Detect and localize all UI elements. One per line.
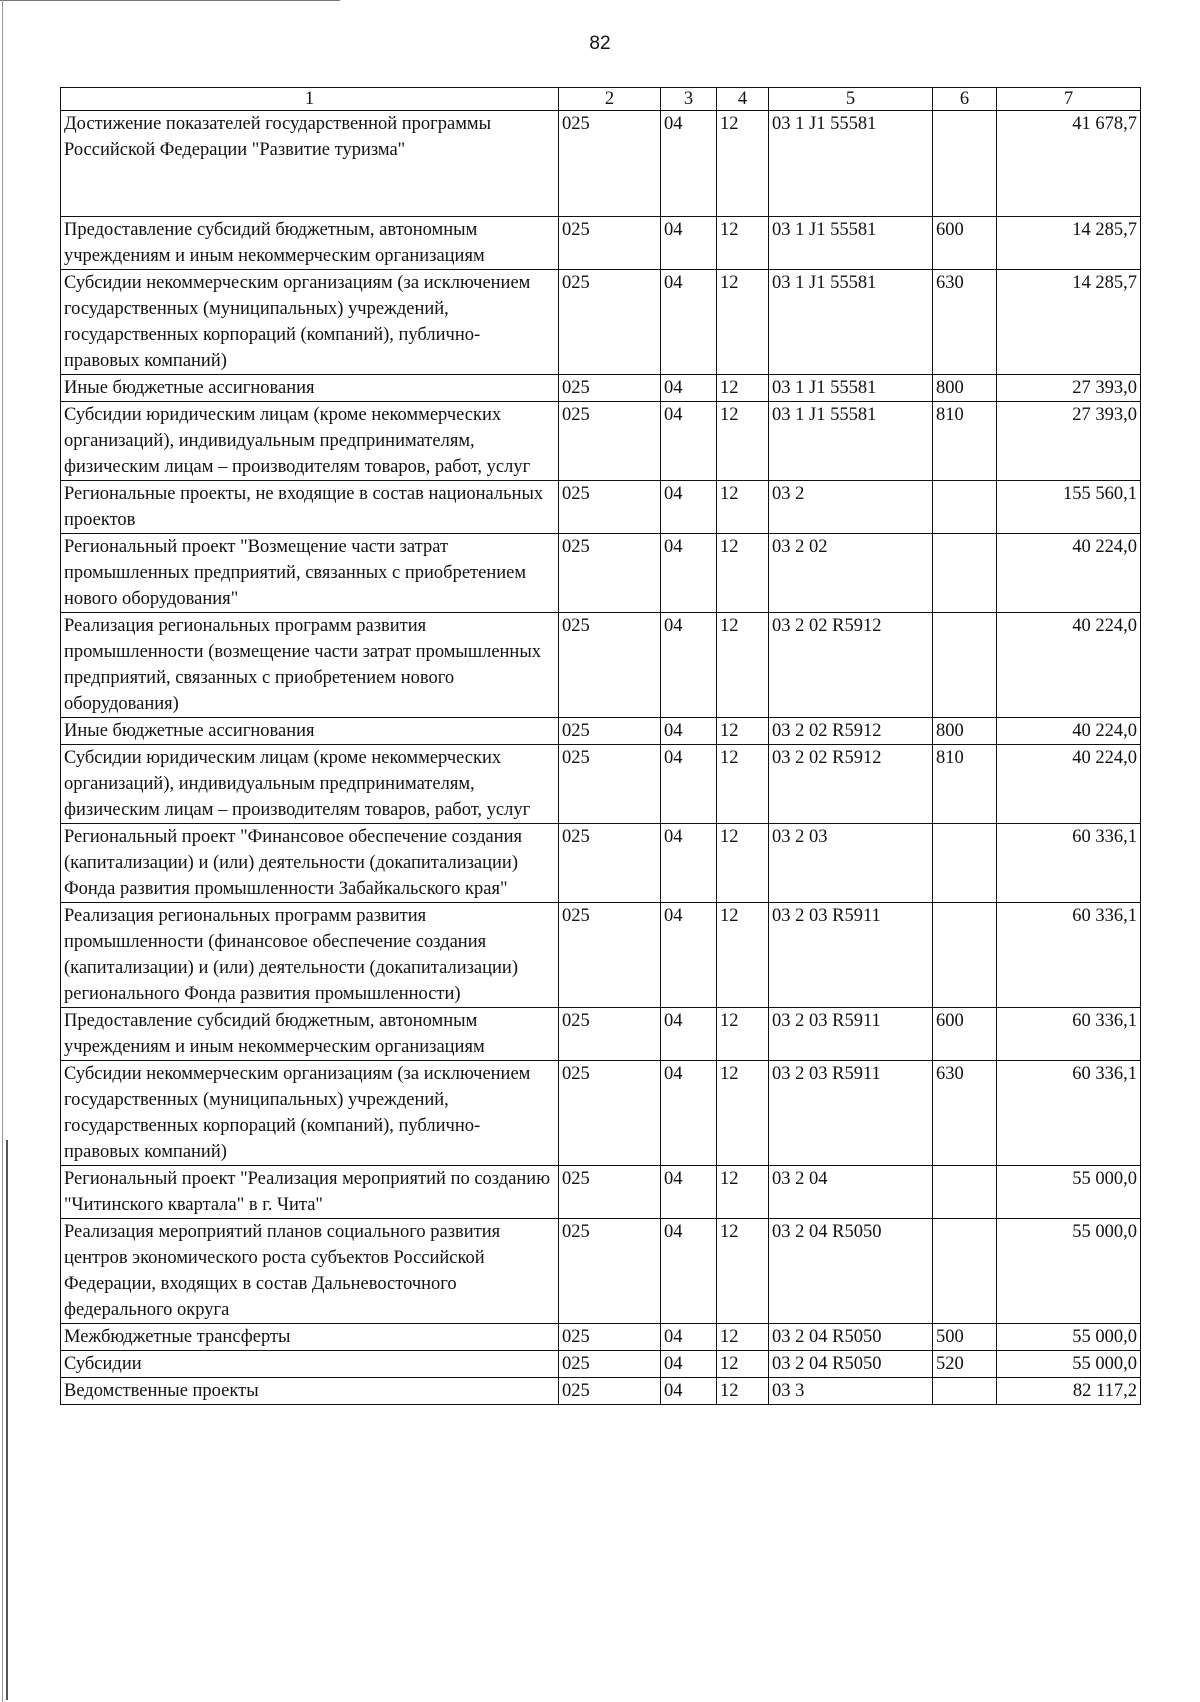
code-col-3: 04: [661, 217, 717, 270]
code-col-2: 025: [559, 375, 661, 402]
code-col-4: 12: [717, 1351, 769, 1378]
header-row: [61, 88, 1141, 111]
code-col-2: 025: [559, 1166, 661, 1219]
code-col-2: 025: [559, 613, 661, 718]
code-col-4: 12: [717, 217, 769, 270]
code-col-4: 12: [717, 375, 769, 402]
code-col-5: 03 2 04 R5050: [769, 1324, 933, 1351]
amount: 14 285,7: [997, 217, 1141, 270]
amount: 60 336,1: [997, 1061, 1141, 1166]
code-col-2: 025: [559, 111, 661, 217]
code-col-2: 025: [559, 534, 661, 613]
amount: 40 224,0: [997, 534, 1141, 613]
code-col-5: 03 2 02 R5912: [769, 745, 933, 824]
code-col-3: 04: [661, 1061, 717, 1166]
item-name: Предоставление субсидий бюджетным, автономным учреждениям и иным некоммерческим организациям: [61, 217, 559, 270]
code-col-6: [933, 824, 997, 903]
table-row: [61, 375, 1141, 402]
code-col-5: 03 1 J1 55581: [769, 111, 933, 217]
column-header: 1: [61, 88, 559, 111]
scan-edge-top: [0, 0, 340, 1]
code-col-5: 03 2 03 R5911: [769, 903, 933, 1008]
code-col-5: 03 3: [769, 1378, 933, 1405]
code-col-4: 12: [717, 402, 769, 481]
code-col-4: 12: [717, 1378, 769, 1405]
column-header: 5: [769, 88, 933, 111]
code-col-6: 520: [933, 1351, 997, 1378]
table-row: [61, 534, 1141, 613]
code-col-3: 04: [661, 1324, 717, 1351]
item-name: Субсидии некоммерческим организациям (за исключением государственных (муниципальных) учреждений, государственных корпораций (компаний), публично-правовых компаний): [61, 270, 559, 375]
code-col-3: 04: [661, 1166, 717, 1219]
amount: 40 224,0: [997, 718, 1141, 745]
item-name: Субсидии юридическим лицам (кроме некоммерческих организаций), индивидуальным предпринимателям, физическим лицам – производителям товаров, работ, услуг: [61, 745, 559, 824]
code-col-2: 025: [559, 402, 661, 481]
item-name: Реализация региональных программ развития промышленности (возмещение части затрат промышленных предприятий, связанных с приобретением нового оборудования): [61, 613, 559, 718]
amount: 55 000,0: [997, 1324, 1141, 1351]
code-col-6: 810: [933, 402, 997, 481]
item-name: Региональный проект "Реализация мероприятий по созданию "Читинского квартала" в г. Чита": [61, 1166, 559, 1219]
amount: 55 000,0: [997, 1219, 1141, 1324]
code-col-6: 600: [933, 217, 997, 270]
table-row: [61, 1061, 1141, 1166]
item-name: Реализация мероприятий планов социального развития центров экономического роста субъектов Российской Федерации, входящих в состав Дальневосточного федерального округа: [61, 1219, 559, 1324]
amount: 60 336,1: [997, 824, 1141, 903]
table-row: [61, 1378, 1141, 1405]
item-name: Ведомственные проекты: [61, 1378, 559, 1405]
code-col-5: 03 2 04 R5050: [769, 1351, 933, 1378]
code-col-6: 630: [933, 270, 997, 375]
code-col-6: 810: [933, 745, 997, 824]
code-col-2: 025: [559, 745, 661, 824]
code-col-2: 025: [559, 1378, 661, 1405]
code-col-5: 03 2 02: [769, 534, 933, 613]
code-col-2: 025: [559, 1351, 661, 1378]
code-col-2: 025: [559, 903, 661, 1008]
code-col-4: 12: [717, 1008, 769, 1061]
code-col-2: 025: [559, 1324, 661, 1351]
code-col-4: 12: [717, 824, 769, 903]
item-name: Достижение показателей государственной программы Российской Федерации "Развитие туризма": [61, 111, 559, 217]
amount: 82 117,2: [997, 1378, 1141, 1405]
table-row: [61, 1008, 1141, 1061]
code-col-3: 04: [661, 1219, 717, 1324]
code-col-6: [933, 903, 997, 1008]
table-row: [61, 481, 1141, 534]
amount: 55 000,0: [997, 1351, 1141, 1378]
code-col-6: 800: [933, 718, 997, 745]
amount: 60 336,1: [997, 1008, 1141, 1061]
code-col-5: 03 2 02 R5912: [769, 718, 933, 745]
amount: 40 224,0: [997, 745, 1141, 824]
code-col-2: 025: [559, 1061, 661, 1166]
code-col-6: 600: [933, 1008, 997, 1061]
code-col-4: 12: [717, 1166, 769, 1219]
code-col-5: 03 2 03 R5911: [769, 1008, 933, 1061]
code-col-3: 04: [661, 481, 717, 534]
code-col-3: 04: [661, 718, 717, 745]
table-row: [61, 402, 1141, 481]
amount: 27 393,0: [997, 375, 1141, 402]
page-number: 82: [589, 33, 611, 54]
table-row: [61, 1166, 1141, 1219]
code-col-4: 12: [717, 1061, 769, 1166]
table-row: [61, 903, 1141, 1008]
code-col-6: [933, 1219, 997, 1324]
code-col-6: [933, 481, 997, 534]
code-col-6: [933, 1378, 997, 1405]
code-col-4: 12: [717, 534, 769, 613]
code-col-5: 03 1 J1 55581: [769, 402, 933, 481]
code-col-3: 04: [661, 270, 717, 375]
code-col-5: 03 1 J1 55581: [769, 217, 933, 270]
code-col-4: 12: [717, 718, 769, 745]
table-row: [61, 718, 1141, 745]
code-col-5: 03 1 J1 55581: [769, 375, 933, 402]
item-name: Иные бюджетные ассигнования: [61, 718, 559, 745]
code-col-2: 025: [559, 481, 661, 534]
amount: 60 336,1: [997, 903, 1141, 1008]
code-col-4: 12: [717, 481, 769, 534]
table-row: [61, 1324, 1141, 1351]
code-col-5: 03 1 J1 55581: [769, 270, 933, 375]
code-col-6: 500: [933, 1324, 997, 1351]
code-col-3: 04: [661, 1351, 717, 1378]
amount: 155 560,1: [997, 481, 1141, 534]
code-col-4: 12: [717, 1219, 769, 1324]
item-name: Иные бюджетные ассигнования: [61, 375, 559, 402]
column-header: 2: [559, 88, 661, 111]
code-col-3: 04: [661, 1008, 717, 1061]
code-col-6: [933, 111, 997, 217]
table-row: [61, 217, 1141, 270]
code-col-2: 025: [559, 824, 661, 903]
table-row: [61, 745, 1141, 824]
column-header: 3: [661, 88, 717, 111]
amount: 40 224,0: [997, 613, 1141, 718]
item-name: Региональный проект "Финансовое обеспечение создания (капитализации) и (или) деятельности (докапитализации) Фонда развития промышленности Забайкальского края": [61, 824, 559, 903]
table-row: [61, 1351, 1141, 1378]
code-col-6: 800: [933, 375, 997, 402]
amount: 55 000,0: [997, 1166, 1141, 1219]
code-col-4: 12: [717, 111, 769, 217]
code-col-5: 03 2 02 R5912: [769, 613, 933, 718]
scan-edge-left-mark: [6, 1140, 8, 1700]
amount: 27 393,0: [997, 402, 1141, 481]
table-row: [61, 111, 1141, 217]
code-col-3: 04: [661, 613, 717, 718]
item-name: Субсидии некоммерческим организациям (за исключением государственных (муниципальных) учреждений, государственных корпораций (компаний), публично-правовых компаний): [61, 1061, 559, 1166]
code-col-3: 04: [661, 824, 717, 903]
code-col-5: 03 2 04: [769, 1166, 933, 1219]
code-col-3: 04: [661, 375, 717, 402]
code-col-3: 04: [661, 745, 717, 824]
code-col-3: 04: [661, 903, 717, 1008]
code-col-2: 025: [559, 718, 661, 745]
code-col-3: 04: [661, 534, 717, 613]
table-row: [61, 270, 1141, 375]
table-row: [61, 1219, 1141, 1324]
code-col-2: 025: [559, 1219, 661, 1324]
code-col-4: 12: [717, 1324, 769, 1351]
code-col-5: 03 2 03 R5911: [769, 1061, 933, 1166]
item-name: Региональные проекты, не входящие в состав национальных проектов: [61, 481, 559, 534]
code-col-6: [933, 613, 997, 718]
code-col-3: 04: [661, 111, 717, 217]
item-name: Межбюджетные трансферты: [61, 1324, 559, 1351]
column-header: 4: [717, 88, 769, 111]
amount: 41 678,7: [997, 111, 1141, 217]
item-name: Субсидии юридическим лицам (кроме некоммерческих организаций), индивидуальным предпринимателям, физическим лицам – производителям товаров, работ, услуг: [61, 402, 559, 481]
item-name: Региональный проект "Возмещение части затрат промышленных предприятий, связанных с приобретением нового оборудования": [61, 534, 559, 613]
column-header: 6: [933, 88, 997, 111]
code-col-5: 03 2 04 R5050: [769, 1219, 933, 1324]
code-col-5: 03 2: [769, 481, 933, 534]
code-col-6: 630: [933, 1061, 997, 1166]
table-row: [61, 613, 1141, 718]
item-name: Субсидии: [61, 1351, 559, 1378]
code-col-4: 12: [717, 270, 769, 375]
amount: 14 285,7: [997, 270, 1141, 375]
code-col-2: 025: [559, 1008, 661, 1061]
table-row: [61, 824, 1141, 903]
item-name: Реализация региональных программ развития промышленности (финансовое обеспечение создания (капитализации) и (или) деятельности (докапитализации) регионального Фонда развития промышленности): [61, 903, 559, 1008]
code-col-2: 025: [559, 270, 661, 375]
code-col-5: 03 2 03: [769, 824, 933, 903]
code-col-6: [933, 1166, 997, 1219]
code-col-2: 025: [559, 217, 661, 270]
item-name: Предоставление субсидий бюджетным, автономным учреждениям и иным некоммерческим организациям: [61, 1008, 559, 1061]
code-col-3: 04: [661, 1378, 717, 1405]
code-col-3: 04: [661, 402, 717, 481]
code-col-4: 12: [717, 613, 769, 718]
column-header: 7: [997, 88, 1141, 111]
code-col-6: [933, 534, 997, 613]
scan-edge-left: [2, 0, 3, 1702]
code-col-4: 12: [717, 745, 769, 824]
code-col-4: 12: [717, 903, 769, 1008]
budget-table: [60, 87, 1141, 1405]
